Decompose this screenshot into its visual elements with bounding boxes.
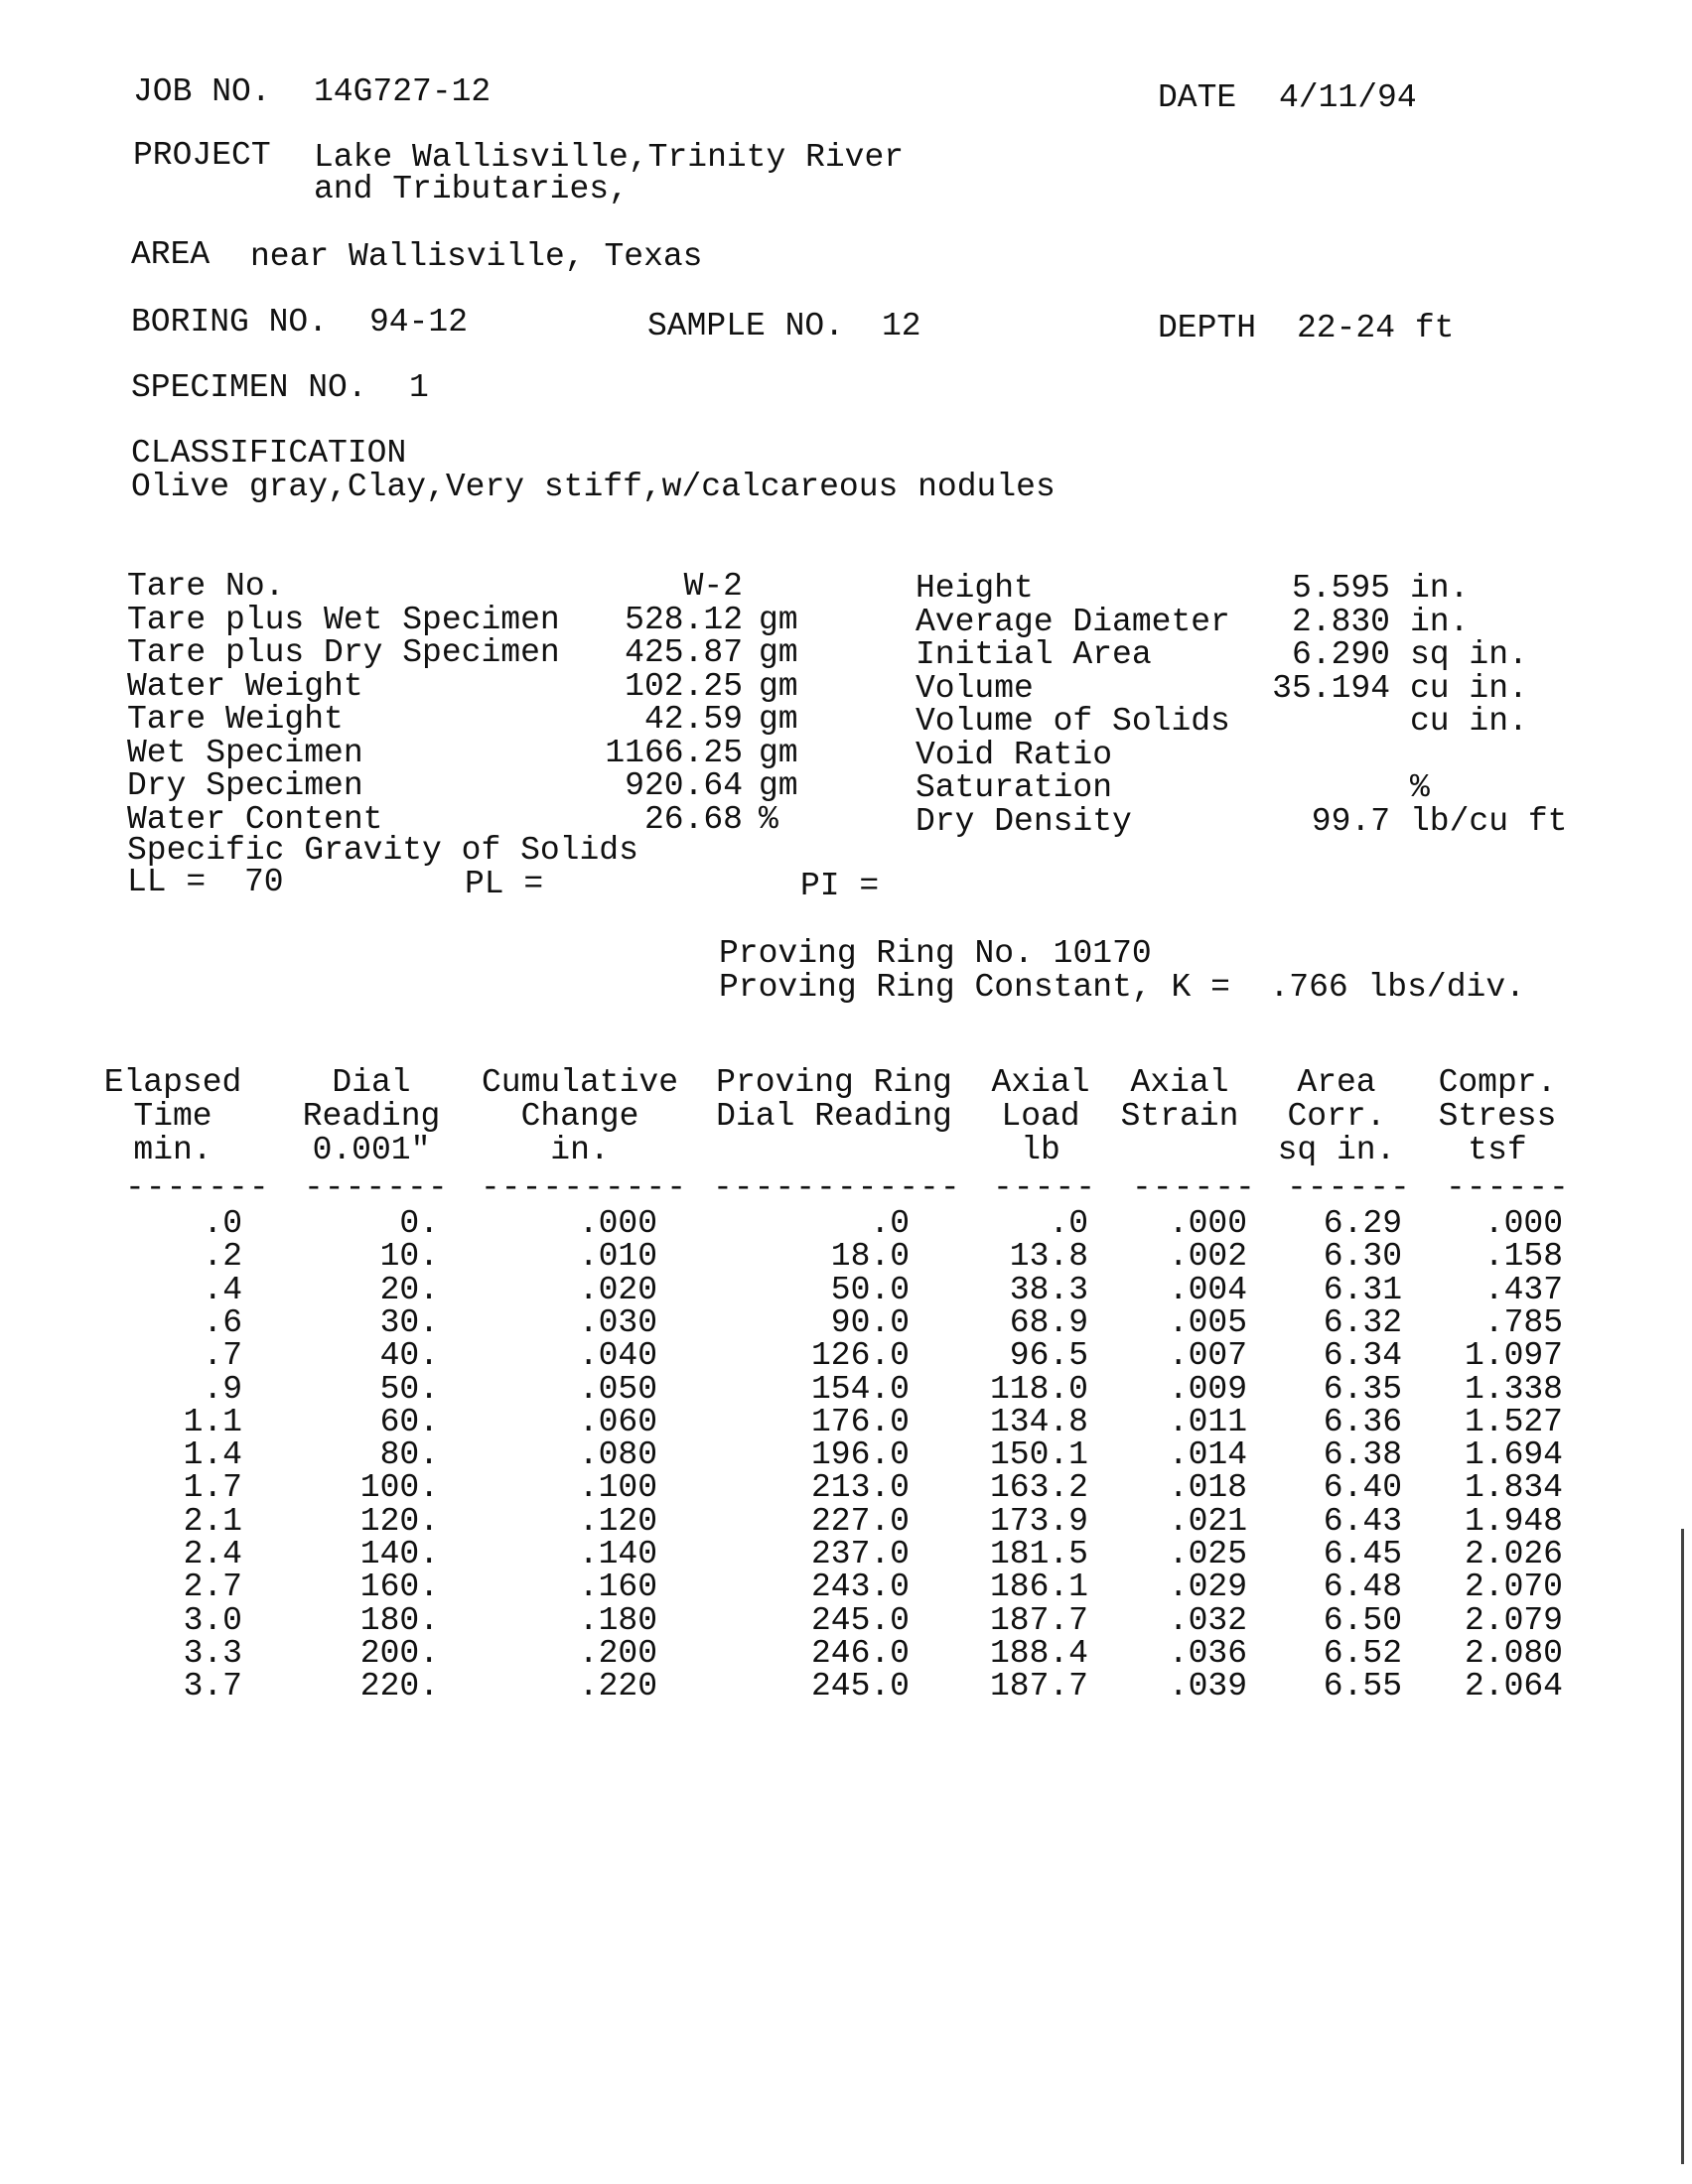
column-header: Proving Ring Dial Reading [716, 1064, 952, 1135]
table-cell: 50.0 [830, 1272, 910, 1308]
date-value: 4/11/94 [1279, 79, 1417, 116]
table-cell: 18.0 [830, 1238, 910, 1275]
property-label: Volume of Solids [916, 703, 1230, 740]
property-unit: % [1410, 769, 1430, 806]
table-cell: 1.7 [183, 1469, 242, 1506]
table-cell: .039 [1168, 1668, 1247, 1705]
table-cell: 6.36 [1323, 1404, 1402, 1440]
table-cell: 2.026 [1464, 1536, 1563, 1572]
property-unit: gm [759, 735, 798, 771]
project-line-2: and Tributaries, [314, 171, 629, 207]
table-cell: .000 [578, 1205, 657, 1242]
table-cell: 187.7 [989, 1602, 1088, 1639]
table-cell: 181.5 [989, 1536, 1088, 1572]
property-label: Tare No. [127, 568, 285, 605]
table-cell: 0. [399, 1205, 439, 1242]
table-cell: 13.8 [1009, 1238, 1088, 1275]
sample-no-label: SAMPLE NO. [647, 308, 845, 344]
boring-no-label: BORING NO. [131, 304, 329, 341]
pl-label: PL = [465, 866, 544, 902]
property-label: Initial Area [916, 636, 1152, 673]
specific-gravity-label: Specific Gravity of Solids [127, 832, 638, 869]
property-label: Void Ratio [916, 737, 1113, 773]
table-cell: 60. [379, 1404, 439, 1440]
table-cell: .018 [1168, 1469, 1247, 1506]
table-cell: 163.2 [989, 1469, 1088, 1506]
property-unit: % [759, 801, 778, 838]
table-cell: .007 [1168, 1337, 1247, 1374]
column-header: Area Corr. sq in. [1277, 1064, 1396, 1168]
table-cell: 6.55 [1323, 1668, 1402, 1705]
property-unit: cu in. [1410, 703, 1528, 740]
table-cell: .120 [578, 1503, 657, 1540]
property-value: 1166.25 [605, 735, 743, 771]
table-cell: 6.30 [1323, 1238, 1402, 1275]
property-unit: gm [759, 602, 798, 638]
column-underline: ---------- [481, 1169, 688, 1206]
table-cell: 246.0 [810, 1635, 910, 1672]
table-cell: 3.3 [183, 1635, 242, 1672]
table-cell: 220. [359, 1668, 439, 1705]
table-cell: 2.4 [183, 1536, 242, 1572]
table-cell: 3.7 [183, 1668, 242, 1705]
property-unit: gm [759, 668, 798, 705]
table-cell: 120. [359, 1503, 439, 1540]
property-label: Tare Weight [127, 701, 344, 738]
table-cell: .002 [1168, 1238, 1247, 1275]
table-cell: .030 [578, 1304, 657, 1341]
table-cell: .7 [203, 1337, 242, 1374]
table-cell: .158 [1483, 1238, 1563, 1275]
table-cell: .032 [1168, 1602, 1247, 1639]
column-header: Dial Reading 0.001" [302, 1064, 441, 1168]
ll-value: 70 [244, 864, 284, 900]
table-cell: .180 [578, 1602, 657, 1639]
property-label: Tare plus Dry Specimen [127, 634, 560, 671]
table-cell: 118.0 [989, 1371, 1088, 1408]
property-unit: gm [759, 767, 798, 804]
table-cell: 237.0 [810, 1536, 910, 1572]
property-value: 99.7 [1311, 803, 1390, 840]
classification-value: Olive gray,Clay,Very stiff,w/calcareous nodules [131, 469, 1056, 505]
table-cell: 80. [379, 1436, 439, 1473]
table-cell: 186.1 [989, 1569, 1088, 1605]
project-label: PROJECT [133, 137, 271, 174]
property-unit: in. [1410, 604, 1470, 640]
table-cell: .200 [578, 1635, 657, 1672]
table-cell: 150.1 [989, 1436, 1088, 1473]
table-cell: 180. [359, 1602, 439, 1639]
table-cell: .2 [203, 1238, 242, 1275]
column-underline: ----- [993, 1169, 1097, 1206]
table-cell: 2.080 [1464, 1635, 1563, 1672]
table-cell: .005 [1168, 1304, 1247, 1341]
table-cell: 2.070 [1464, 1569, 1563, 1605]
table-cell: .4 [203, 1272, 242, 1308]
table-cell: 154.0 [810, 1371, 910, 1408]
table-cell: .437 [1483, 1272, 1563, 1308]
table-cell: 160. [359, 1569, 439, 1605]
property-value: 35.194 [1272, 670, 1390, 707]
table-cell: .160 [578, 1569, 657, 1605]
property-label: Water Content [127, 801, 383, 838]
area-value: near Wallisville, Texas [250, 238, 703, 275]
depth-value: 22-24 ft [1297, 310, 1455, 346]
property-unit: gm [759, 701, 798, 738]
table-cell: 90.0 [830, 1304, 910, 1341]
table-cell: 10. [379, 1238, 439, 1275]
table-cell: .140 [578, 1536, 657, 1572]
proving-ring-constant: Proving Ring Constant, K = .766 lbs/div. [719, 969, 1525, 1006]
table-cell: .9 [203, 1371, 242, 1408]
specimen-no-label: SPECIMEN NO. [131, 369, 367, 406]
table-cell: 173.9 [989, 1503, 1088, 1540]
table-cell: .0 [870, 1205, 910, 1242]
property-label: Tare plus Wet Specimen [127, 602, 560, 638]
table-cell: 1.694 [1464, 1436, 1563, 1473]
proving-ring-no: Proving Ring No. 10170 [719, 935, 1152, 972]
table-cell: 6.43 [1323, 1503, 1402, 1540]
property-unit: sq in. [1410, 636, 1528, 673]
property-label: Dry Density [916, 803, 1132, 840]
area-label: AREA [131, 236, 211, 273]
property-label: Volume [916, 670, 1034, 707]
table-cell: 6.40 [1323, 1469, 1402, 1506]
column-header: Compr. Stress tsf [1438, 1064, 1557, 1168]
table-cell: 140. [359, 1536, 439, 1572]
column-underline: ------- [304, 1169, 449, 1206]
column-header: Cumulative Change in. [481, 1064, 679, 1168]
property-unit: cu in. [1410, 670, 1528, 707]
table-cell: .029 [1168, 1569, 1247, 1605]
table-cell: 96.5 [1009, 1337, 1088, 1374]
property-label: Water Weight [127, 668, 363, 705]
table-cell: .0 [203, 1205, 242, 1242]
column-header: Axial Load lb [991, 1064, 1090, 1168]
table-cell: 68.9 [1009, 1304, 1088, 1341]
table-cell: .000 [1168, 1205, 1247, 1242]
property-value: 2.830 [1291, 604, 1390, 640]
table-cell: .025 [1168, 1536, 1247, 1572]
job-no-label: JOB NO. [133, 73, 271, 110]
property-value: 6.290 [1291, 636, 1390, 673]
column-header: Elapsed Time min. [103, 1064, 242, 1168]
table-cell: 40. [379, 1337, 439, 1374]
table-cell: 1.834 [1464, 1469, 1563, 1506]
column-underline: ------- [125, 1169, 270, 1206]
table-cell: 30. [379, 1304, 439, 1341]
table-cell: 213.0 [810, 1469, 910, 1506]
table-cell: 6.45 [1323, 1536, 1402, 1572]
table-cell: 6.34 [1323, 1337, 1402, 1374]
table-cell: 126.0 [810, 1337, 910, 1374]
table-cell: .036 [1168, 1635, 1247, 1672]
table-cell: .060 [578, 1404, 657, 1440]
table-cell: 1.948 [1464, 1503, 1563, 1540]
table-cell: 1.4 [183, 1436, 242, 1473]
column-underline: ------ [1446, 1169, 1570, 1206]
table-cell: .014 [1168, 1436, 1247, 1473]
property-value: 42.59 [643, 701, 743, 738]
column-underline: ------ [1132, 1169, 1256, 1206]
table-cell: 6.52 [1323, 1635, 1402, 1672]
table-cell: 6.38 [1323, 1436, 1402, 1473]
table-cell: 134.8 [989, 1404, 1088, 1440]
property-value: W-2 [683, 568, 743, 605]
table-cell: .010 [578, 1238, 657, 1275]
table-cell: 2.7 [183, 1569, 242, 1605]
table-cell: 6.29 [1323, 1205, 1402, 1242]
table-cell: 2.064 [1464, 1668, 1563, 1705]
table-cell: 187.7 [989, 1668, 1088, 1705]
table-cell: .0 [1049, 1205, 1088, 1242]
table-cell: 38.3 [1009, 1272, 1088, 1308]
table-cell: .040 [578, 1337, 657, 1374]
table-cell: .785 [1483, 1304, 1563, 1341]
sample-no-value: 12 [882, 308, 921, 344]
table-cell: 188.4 [989, 1635, 1088, 1672]
depth-label: DEPTH [1158, 310, 1257, 346]
table-cell: .020 [578, 1272, 657, 1308]
job-no-value: 14G727-12 [314, 73, 492, 110]
specimen-no-value: 1 [409, 369, 429, 406]
property-label: Wet Specimen [127, 735, 363, 771]
table-cell: 2.079 [1464, 1602, 1563, 1639]
table-cell: 1.1 [183, 1404, 242, 1440]
property-label: Dry Specimen [127, 767, 363, 804]
property-label: Saturation [916, 769, 1113, 806]
table-cell: .100 [578, 1469, 657, 1506]
table-cell: 6.32 [1323, 1304, 1402, 1341]
table-cell: 227.0 [810, 1503, 910, 1540]
scan-edge-line [1681, 1529, 1684, 2164]
column-underline: ------------ [713, 1169, 961, 1206]
property-label: Average Diameter [916, 604, 1230, 640]
table-cell: .220 [578, 1668, 657, 1705]
table-cell: 1.338 [1464, 1371, 1563, 1408]
table-cell: 200. [359, 1635, 439, 1672]
table-cell: .004 [1168, 1272, 1247, 1308]
table-cell: 176.0 [810, 1404, 910, 1440]
table-cell: 50. [379, 1371, 439, 1408]
property-value: 528.12 [625, 602, 743, 638]
table-cell: 100. [359, 1469, 439, 1506]
table-cell: 1.097 [1464, 1337, 1563, 1374]
column-underline: ------ [1287, 1169, 1411, 1206]
table-cell: 3.0 [183, 1602, 242, 1639]
property-value: 102.25 [625, 668, 743, 705]
table-cell: 2.1 [183, 1503, 242, 1540]
property-unit: lb/cu ft [1410, 803, 1568, 840]
property-value: 26.68 [643, 801, 743, 838]
table-cell: 245.0 [810, 1668, 910, 1705]
table-cell: .050 [578, 1371, 657, 1408]
date-label: DATE [1158, 79, 1237, 116]
table-cell: 6.48 [1323, 1569, 1402, 1605]
table-cell: 196.0 [810, 1436, 910, 1473]
table-cell: 6.50 [1323, 1602, 1402, 1639]
boring-no-value: 94-12 [369, 304, 469, 341]
property-unit: gm [759, 634, 798, 671]
table-cell: .009 [1168, 1371, 1247, 1408]
table-cell: .6 [203, 1304, 242, 1341]
project-line-1: Lake Wallisville,Trinity River [314, 139, 905, 176]
property-unit: in. [1410, 570, 1470, 607]
table-cell: .021 [1168, 1503, 1247, 1540]
property-label: Height [916, 570, 1034, 607]
table-cell: 6.31 [1323, 1272, 1402, 1308]
column-header: Axial Strain [1120, 1064, 1239, 1135]
table-cell: 243.0 [810, 1569, 910, 1605]
table-cell: .080 [578, 1436, 657, 1473]
property-value: 920.64 [625, 767, 743, 804]
table-cell: .011 [1168, 1404, 1247, 1440]
pi-label: PI = [800, 868, 880, 904]
table-cell: 245.0 [810, 1602, 910, 1639]
table-cell: 20. [379, 1272, 439, 1308]
table-cell: .000 [1483, 1205, 1563, 1242]
property-value: 425.87 [625, 634, 743, 671]
ll-label: LL = [127, 864, 207, 900]
table-cell: 1.527 [1464, 1404, 1563, 1440]
classification-label: CLASSIFICATION [131, 435, 407, 472]
property-value: 5.595 [1291, 570, 1390, 607]
table-cell: 6.35 [1323, 1371, 1402, 1408]
